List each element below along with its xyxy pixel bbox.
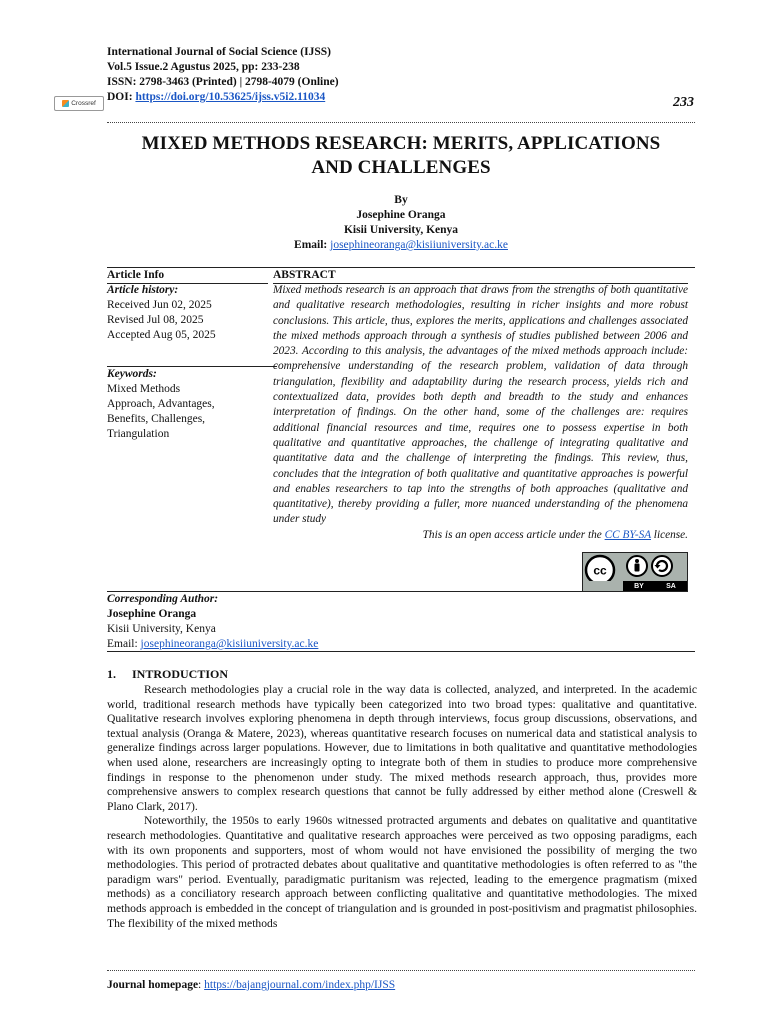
corresponding-name: Josephine Oranga bbox=[107, 608, 197, 620]
keyword-line: Benefits, Challenges, bbox=[107, 413, 206, 425]
crossref-badge[interactable] bbox=[54, 96, 104, 111]
cc-by-label: BY bbox=[634, 582, 644, 590]
journal-name: International Journal of Social Science (IJSS) bbox=[107, 46, 331, 58]
volume-info: Vol.5 Issue.2 Agustus 2025, pp: 233-238 bbox=[107, 61, 300, 73]
footer-divider bbox=[107, 970, 695, 971]
article-title bbox=[107, 132, 695, 180]
homepage-label: Journal homepage bbox=[107, 979, 199, 991]
abstract-heading: ABSTRACT bbox=[273, 269, 336, 281]
abstract-block bbox=[273, 268, 688, 543]
corresponding-affiliation: Kisii University, Kenya bbox=[107, 623, 216, 635]
header-divider bbox=[107, 122, 695, 123]
doi-link[interactable]: https://doi.org/10.53625/ijss.v5i2.11034 bbox=[135, 91, 326, 103]
corresponding-author bbox=[107, 592, 367, 652]
byline bbox=[107, 193, 695, 253]
author-email-link[interactable]: josephineoranga@kisiiuniversity.ac.ke bbox=[330, 239, 508, 251]
introduction-body bbox=[107, 683, 697, 931]
cc-icons-svg bbox=[583, 553, 687, 581]
doi-label: DOI: bbox=[107, 91, 133, 103]
corresponding-label: Corresponding Author: bbox=[107, 593, 219, 605]
license-suffix: license. bbox=[650, 528, 688, 541]
article-info-heading: Article Info bbox=[107, 269, 165, 281]
history-label: Article history: bbox=[107, 284, 179, 296]
corresponding-email-row bbox=[107, 637, 367, 652]
email-label: Email: bbox=[294, 239, 331, 251]
abstract-text: Mixed methods research is an approach that draws from the strengths of both quantitative and qualitative research methodologies, resulting in richer insights and more robust conclusions. This article, thus, explores the merits, applications and challenges associated the mixed methods approach through a synthesis of studies published between 2006 and 2023. According to this analysis, the advantages of the mixed methods approach include: comprehensive understanding of the research problem, validation of data through triangulation, flexibility and adaptability during the research process, yields rich and contextualized data, provides both depth and breadth to the study and enhances interpretation of findings. On the other hand, some of the challenges are: requires additional financial resources and time, requires one to possess expertise in both qualitative and quantitative approaches, the challenge of integrating qualitative and quantitative data and the challenge of interpreting the findings. This review, thus, concludes that the integration of both qualitative and quantitative approaches is powerful and enables researchers to tap into the strengths of both approaches (qualitative and quantitative), thereby providing a fuller, more nuanced understanding of the phenomena under study bbox=[273, 284, 688, 526]
article-info bbox=[107, 268, 277, 343]
cc-license-link[interactable]: CC BY-SA bbox=[604, 528, 651, 541]
revised-date: Revised Jul 08, 2025 bbox=[107, 314, 204, 326]
cc-badge-labels bbox=[623, 581, 687, 591]
section-title: INTRODUCTION bbox=[132, 667, 229, 681]
title-line-2: AND CHALLENGES bbox=[311, 157, 491, 178]
section-heading-introduction bbox=[107, 667, 228, 682]
paragraph: Noteworthily, the 1950s to early 1960s witnessed protracted arguments and debates on qualitative and quantitative research methodologies. Quantitative and qualitative research approaches were perceived as two opposing paradigms, each with its own proponents and supporters, most of whom would not have envisioned the possibility of merging the two methodologies. This period of protracted debates about qualitative and quantitative methodologies is often referred to as "the paradigm wars" period. Eventually, paradigmatic puritanism was rejected, leading to the emergence pragmatism (mixed methods) as a conciliatory research approach between conflicting qualitative and quantitative methodologies. The mixed methods approach is embedded in the concept of triangulation and is grounded in post-positivism and pragmatist philosophies. The flexibility of the mixed methods bbox=[107, 814, 697, 930]
accepted-date: Accepted Aug 05, 2025 bbox=[107, 329, 216, 341]
share-alike-icon bbox=[652, 556, 672, 576]
paragraph: Research methodologies play a crucial role in the way data is collected, analyzed, and interpreted. In the academic world, traditional research methods have typically been categorized into two broad types: qualitative and quantitative. Qualitative research involves exploring phenomena in depth through interviews, focus group discussions, observations, and textual analysis (Oranga & Matere, 2023), whereas quantitative research focuses on numerical data and statistical analysis to generalize findings across larger populations. However, due to limitations in both qualitative and quantitative methodologies when used alone, researchers are increasingly opting to integrate both of them in studies to produce more comprehensive findings in response to the phenomenon under study. The mixed methods research approach, thus, provides more comprehensive answers to complex research questions that cannot be fully addressed by either method alone (Creswell & Plano Clark, 2017). bbox=[107, 683, 697, 813]
homepage-link[interactable]: https://bajangjournal.com/index.php/IJSS bbox=[204, 979, 396, 991]
svg-text:cc: cc bbox=[593, 563, 607, 578]
cc-sa-label: SA bbox=[666, 582, 676, 590]
received-date: Received Jun 02, 2025 bbox=[107, 299, 212, 311]
corresponding-email-link[interactable]: josephineoranga@kisiiuniversity.ac.ke bbox=[140, 638, 319, 650]
cc-by-sa-badge[interactable] bbox=[582, 552, 688, 592]
crossref-logo-icon bbox=[62, 100, 69, 107]
author-name: Josephine Oranga bbox=[356, 209, 446, 221]
keyword-line: Approach, Advantages, bbox=[107, 398, 215, 410]
keywords-label: Keywords: bbox=[107, 368, 157, 380]
author-affiliation: Kisii University, Kenya bbox=[343, 224, 459, 236]
homepage-colon: : bbox=[198, 979, 205, 991]
title-line-1: MIXED METHODS RESEARCH: MERITS, APPLICATIONS bbox=[141, 133, 661, 154]
keywords-block bbox=[107, 367, 277, 442]
crossref-label: Crossref bbox=[71, 100, 96, 107]
license-statement bbox=[273, 528, 688, 543]
license-prefix: This is an open access article under the bbox=[422, 528, 605, 541]
cc-badge-icons bbox=[583, 553, 687, 581]
corresponding-email-label: Email: bbox=[107, 638, 141, 650]
author-email-row bbox=[107, 238, 695, 253]
issn-info: ISSN: 2798-3463 (Printed) | 2798-4079 (Online) bbox=[107, 76, 339, 88]
section-number: 1. bbox=[107, 667, 116, 681]
page-number: 233 bbox=[673, 95, 694, 110]
doi-row bbox=[107, 90, 339, 105]
journal-footer bbox=[107, 979, 395, 991]
keyword-line: Mixed Methods bbox=[107, 383, 181, 395]
by-label: By bbox=[394, 194, 408, 206]
keyword-line: Triangulation bbox=[107, 428, 170, 440]
journal-header bbox=[107, 45, 339, 105]
